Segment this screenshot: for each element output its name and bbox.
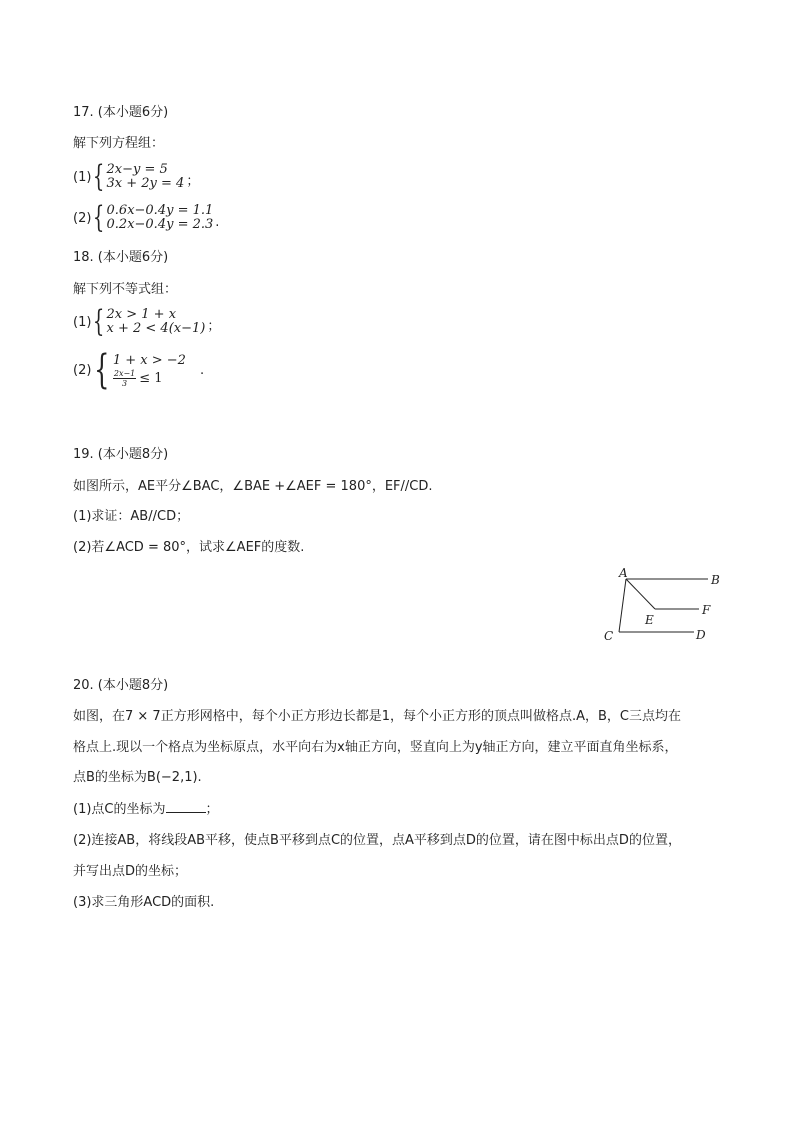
q18-intro: 解下列不等式组： [73,282,178,297]
q17-p1-eq2: 3x + 2y = 4 [106,176,185,191]
q17-p2-label: (2) [73,210,92,226]
q18-p2-ineq2-rest: ≤ 1 [139,371,163,386]
brace-icon: { [93,304,105,339]
q19-part2: (2)若∠ACD = 80°，试求∠AEF的度数. [73,540,305,555]
q18-p2-end: . [199,363,205,378]
q20-part1 [73,800,219,819]
q20-part1-end: ； [205,802,219,817]
q18-p1-ineq2: x + 2 < 4(x−1) [106,321,206,336]
q17-system-1 [73,159,200,194]
q17-p2-end: . [215,215,220,230]
q19-header: 19. (本小题8分) [73,447,169,462]
q19-intro: 如图所示，AE平分∠BAC，∠BAE +∠AEF = 180°，EF//CD. [73,479,433,494]
q17-p1-end: ； [186,174,200,189]
point-d-label: D [696,628,706,642]
q19-geometry-figure [596,562,728,648]
q18-p1-end: ； [207,319,221,334]
q17-system-2 [73,200,220,235]
q18-p1-ineq1: 2x > 1 + x [106,307,177,322]
q20-line3: 点B的坐标为B(−2,1). [73,770,202,785]
q19-part1: (1)求证：AB//CD； [73,509,190,524]
brace-icon: { [93,159,105,194]
line-ae [626,579,655,609]
point-a-label: A [619,566,628,580]
q18-header: 18. (本小题6分) [73,250,169,265]
q18-p1-label: (1) [73,314,92,330]
fraction-denominator: 3 [122,379,128,388]
q18-p2-ineq1: 1 + x > −2 [112,353,186,368]
q18-system-1 [73,304,221,339]
point-e-label: E [645,613,654,627]
q17-p2-eq1: 0.6x−0.4y = 1.1 [106,203,214,218]
line-ac [619,579,626,632]
q17-intro: 解下列方程组： [73,136,165,151]
q17-p2-eq2: 0.2x−0.4y = 2.3 [106,217,214,232]
q20-part1-text: (1)点C的坐标为 [73,802,166,817]
q17-p1-label: (1) [73,169,92,185]
q18-p2-fraction [113,369,136,388]
fraction-numerator: 2x−1 [113,369,136,378]
q20-line2: 格点上.现以一个格点为坐标原点，水平向右为x轴正方向，竖直向上为y轴正方向，建立平面直角坐标系， [73,740,678,755]
q20-part2-line1: (2)连接AB，将线段AB平移，使点B平移到点C的位置，点A平移到点D的位置，请在图中标出点D的位置， [73,833,681,848]
q17-header: 17. (本小题6分) [73,105,169,120]
q20-part3: (3)求三角形ACD的面积. [73,895,215,910]
point-c-label: C [604,629,614,643]
q18-system-2 [73,347,205,393]
point-b-label: B [711,573,720,587]
answer-blank [166,800,206,813]
q20-line1: 如图，在7 × 7正方形网格中，每个小正方形边长都是1，每个小正方形的顶点叫做格点.A，B，C三点均在 [73,709,681,724]
point-f-label: F [702,603,711,617]
brace-icon: { [93,200,105,235]
q20-part2-line2: 并写出点D的坐标； [73,864,188,879]
q17-p1-eq1: 2x−y = 5 [106,162,168,177]
q18-p2-label: (2) [73,362,92,378]
brace-icon: { [94,347,110,393]
q20-header: 20. (本小题8分) [73,678,169,693]
